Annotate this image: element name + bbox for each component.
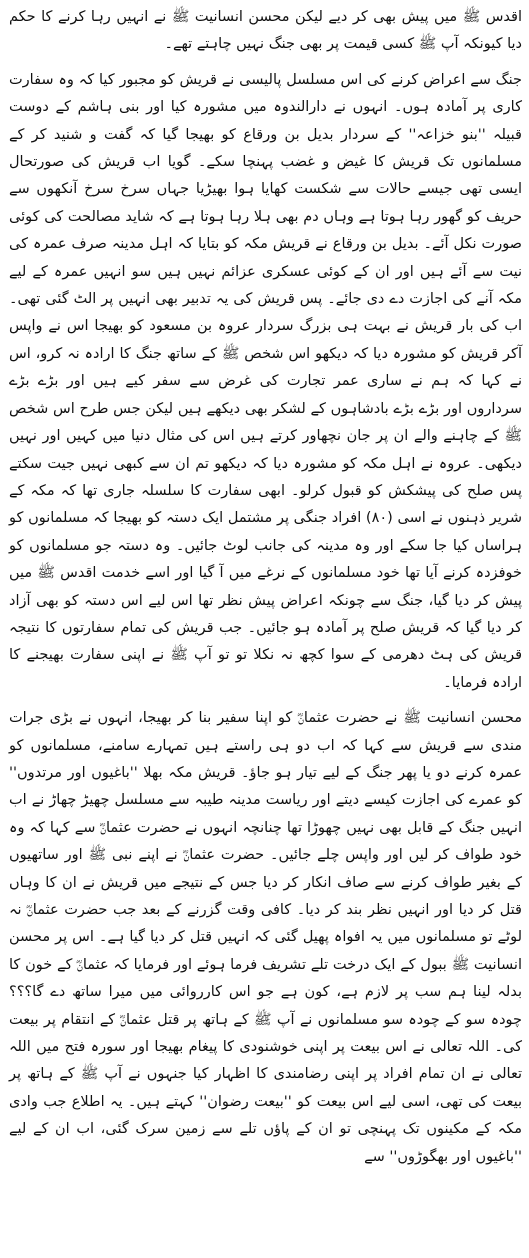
paragraph: جنگ سے اعراض کرنے کی اس مسلسل پالیسی نے قریش کو مجبور کیا کہ وہ سفارت کاری پر آمادہ ہوں۔ انہوں نے دارالندوہ میں مشورہ کیا اور بنی ہاشم کے دوست قبیلہ ''بنو خزاعہ'' کے سردار بدیل بن ورقاع کو بھیجا گیا کہ گفت و شنید کر کے مسلمانوں تک قریش کا غیض و غضب پہنچا سکے۔ گویا اب قریش کی صورتحال ایسی تھی جیسے حالات سے شکست کھایا ہوا بھیڑیا جہاں سرخ سرخ آنکھوں سے حریف کو گھور رہا ہوتا ہے وہاں دم بھی ہلا رہا ہوتا ہے کہ شاید مصالحت کی کوئی صورت نکل آئے۔ بدیل بن ورقاع نے قریش مکہ کو بتایا کہ اہل مدینہ صرف عمرہ کی نیت سے آئے ہیں اور ان کے کوئی عسکری عزائم نہیں ہیں سو انہیں عمرہ کے لیے مکہ آنے کی اجازت دے دی جائے۔ پس قریش کی یہ تدبیر بھی انہیں پر الٹ گئی تھی۔ اب کی بار قریش نے بہت ہی بزرگ سردار عروہ بن مسعود کو بھیجا اس نے واپس آکر قریش کو مشورہ دیا کہ دیکھو اس شخص ﷺ کے ساتھ جنگ کا ارادہ نہ کرو، اس نے کہا کہ ہم نے ساری عمر تجارت کی غرض سے سفر کیے ہیں اور بڑے بڑے سرداروں اور بڑے بڑے بادشاہوں کے لشکر بھی دیکھے ہیں لیکن جس طرح اس شخص ﷺ کے چاہنے والے ان پر جان نچھاور کرتے ہیں اس کی مثال دنیا میں کہیں اور نہیں دیکھی۔ عروہ نے اہل مکہ کو مشورہ دیا کہ دیکھو تم ان سے کبھی نہیں جیت سکتے پس صلح کی پیشکش کو قبول کرلو۔ ابھی سفارت کا سلسلہ جاری تھا کہ مکہ کے شریر ذہنوں نے اسی (۸۰) افراد جنگی پر مشتمل ایک دستہ کو بھیجا کہ مسلمانوں کو ہراساں کیا جا سکے اور وہ مدینہ کی جانب لوٹ جائیں۔ وہ دستہ جو مسلمانوں کو خوفزدہ کرنے آیا تھا خود مسلمانوں کے نرغے میں آ گیا اور اسے خدمت اقدس ﷺ میں پیش کر دیا گیا، جنگ سے چونکہ اعراض پیش نظر تھا اس لیے اس دستہ کو بھی آزاد کر دیا گیا کہ قریش صلح پر آمادہ ہو جائیں۔ جب قریش کی تمام سفارتوں کا نتیجہ قریش کی ہٹ دھرمی کے سوا کچھ نہ نکلا تو تو آپ ﷺ نے اپنی سفارت بھیجنے کا ارادہ فرمایا۔ — [9, 71, 522, 691]
paragraph: محسن انسانیت ﷺ نے حضرت عثمانؓ کو اپنا سفیر بنا کر بھیجا، انہوں نے بڑی جرات مندی سے قریش سے کہا کہ اب دو ہی راستے ہیں تمہارے سامنے، مسلمانوں کو عمرہ کرنے دو یا پھر جنگ کے لیے تیار ہو جاؤ۔ قریش مکہ بھلا ''باغیوں اور مرتدوں'' کو عمرے کی اجازت کیسے دیتے اور ریاست مدینہ طیبہ سے مسلسل چھیڑ چھاڑ نے اب انہیں جنگ کے قابل بھی نہیں چھوڑا تھا چنانچہ انہوں نے حضرت عثمانؓ سے کہا کہ وہ خود طواف کر لیں اور واپس چلے جائیں۔ حضرت عثمانؓ نے اپنے نبی ﷺ اور ساتھیوں کے بغیر طواف کرنے سے صاف انکار کر دیا جس کے نتیجے میں قریش نے ان کا وہاں قتل کر دیا اور انہیں نظر بند کر دیا۔ کافی وقت گزرنے کے بعد جب حضرت عثمانؓ نہ لوٹے تو مسلمانوں میں یہ افواہ پھیل گئی کہ انہیں قتل کر دیا گیا ہے۔ اس پر محسن انسانیت ﷺ ببول کے ایک درخت تلے تشریف فرما ہوئے اور فرمایا کہ عثمانؓ کے خون کا بدلہ لینا ہم سب پر لازم ہے، کون ہے جو اس کارروائی میں میرا ساتھ دے گا؟؟؟ چودہ سو کے چودہ سو مسلمانوں نے آپ ﷺ کے ہاتھ پر قتل عثمانؓ کے انتقام پر بیعت کی۔ اللہ تعالی نے اس بیعت پر اپنی خوشنودی کا پیغام بھیجا اور سورہ فتح میں اللہ تعالی نے ان تمام افراد پر اپنی رضامندی کا اظہار کیا جنہوں نے آپ ﷺ کے ہاتھ پر بیعت کی تھی، اسی لیے اس بیعت کو ''بیعت رضوان'' کہتے ہیں۔ یہ اطلاع جب وادی مکہ کے مکینوں تک پہنچی تو ان کے پاؤں تلے سے زمین سرک گئی، اب ان کے لیے ''باغیوں اور بھگوڑوں'' سے — [9, 710, 522, 1165]
paragraph: اقدس ﷺ میں پیش بھی کر دیے لیکن محسن انسانیت ﷺ نے انہیں رہا کرنے کا حکم دیا کیونکہ آپ ﷺ کسی قیمت پر بھی جنگ نہیں چاہتے تھے۔ — [9, 9, 522, 53]
